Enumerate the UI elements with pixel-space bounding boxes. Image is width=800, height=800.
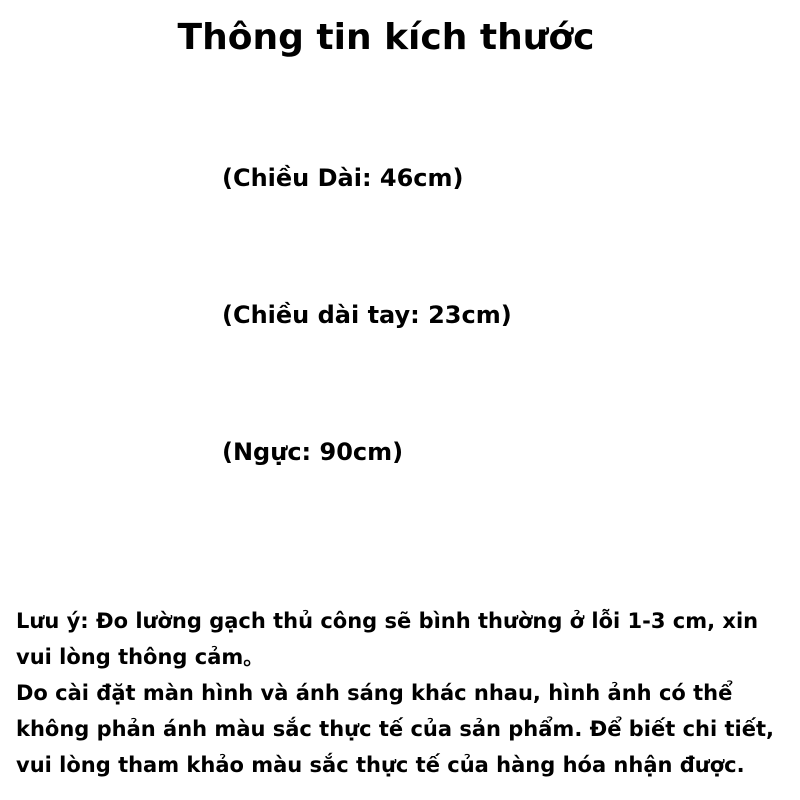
page-title: Thông tin kích thước — [177, 17, 595, 58]
notes-section — [16, 603, 786, 783]
note-color-disclaimer: Do cài đặt màn hình và ánh sáng khác nhau, hình ảnh có thể không phản ánh màu sắc thực tế của sản phẩm. Để biết chi tiết, vui lòng tham khảo màu sắc thực tế của hàng hóa nhận được. — [16, 681, 774, 777]
note-measurement-error: Lưu ý: Đo lường gạch thủ công sẽ bình thường ở lỗi 1-3 cm, xin vui lòng thông cảm。 — [16, 609, 759, 669]
spec-sleeve-length: (Chiều dài tay: 23cm) — [222, 301, 512, 329]
spec-chest: (Ngực: 90cm) — [222, 438, 404, 466]
spec-length: (Chiều Dài: 46cm) — [222, 164, 464, 192]
